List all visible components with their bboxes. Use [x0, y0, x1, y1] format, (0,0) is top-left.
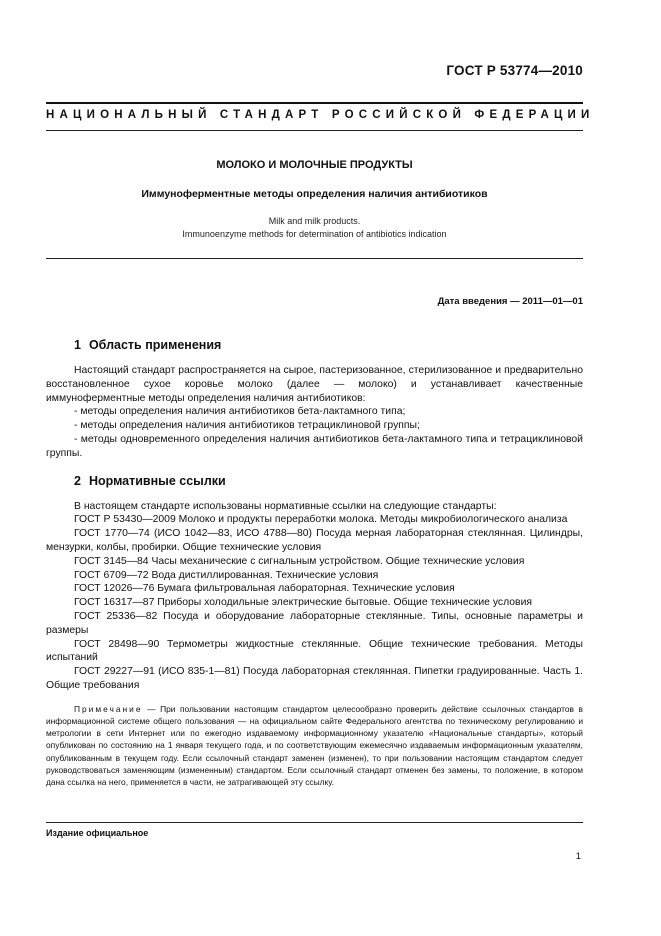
section-1-heading — [74, 337, 583, 353]
reference-note — [46, 703, 583, 788]
document-body — [46, 337, 583, 788]
english-title-line-1: Milk and milk products. — [268, 216, 361, 226]
top-rule — [46, 102, 583, 104]
english-title — [46, 215, 583, 241]
reference-item: ГОСТ 28498—90 Термометры жидкостные стеклянные. Общие технические требования. Методы испытаний — [46, 638, 583, 664]
title-rule — [46, 258, 583, 259]
reference-item: ГОСТ 1770—74 (ИСО 1042—83, ИСО 4788—80) Посуда мерная лабораторная стеклянная. Цилиндры, мензурки, колбы, пробирки. Общие технические условия — [46, 528, 583, 553]
section-1-list-item: - методы определения наличия антибиотиков бета-лактамного типа; — [74, 406, 406, 418]
footer-rule — [46, 822, 583, 823]
section-1-list-item: - методы определения наличия антибиотиков тетрациклиновой группы; — [74, 420, 420, 432]
note-text: — При пользовании настоящим стандартом целесообразно проверить действие ссылочных стандартов в информационной системе общего пользования — на официальном сайте Федерального агентства по техническому регулированию и метрологии в сети Интернет или по ежегодно издаваемому информационному указателю «Национальные стандарты», который опубликован по состоянию на 1 января текущего года, и по соответствующим ежемесячно издаваемым информационным указателям, опубликованным в текущем году. Если ссылочный стандарт заменен (изменен), то при пользовании настоящим стандартом следует руководствоваться заменяющим (измененным) стандартом. Если ссылочный стандарт отменен без замены, то положение, в котором дана ссылка на него, применяется в части, не затрагивающей эту ссылку. — [46, 703, 583, 787]
document-subtitle: Иммуноферментные методы определения наличия антибиотиков — [141, 188, 488, 200]
page-number: 1 — [575, 851, 581, 862]
reference-item: ГОСТ 12026—76 Бумага фильтровальная лабораторная. Технические условия — [74, 583, 455, 595]
section-2-intro: В настоящем стандарте использованы нормативные ссылки на следующие стандарты: — [74, 500, 497, 512]
section-1-title: Область применения — [88, 338, 222, 352]
reference-item: ГОСТ 29227—91 (ИСО 835-1—81) Посуда лабораторная стеклянная. Пипетки градуированные. Часть 1. Общие требования — [46, 666, 583, 691]
section-1-paragraph: Настоящий стандарт распространяется на сырое, пастеризованное, стерилизованное и предварительно восстановленное сухое коровье молоко (далее — молоко) и устанавливает качественные иммуноферментные методы определения наличия антибиотиков: — [46, 365, 583, 404]
section-gap — [46, 461, 583, 473]
reference-item: ГОСТ Р 53430—2009 Молоко и продукты переработки молока. Методы микробиологического анализа — [74, 514, 568, 526]
introduction-date: Дата введения — 2011—01—01 — [437, 296, 583, 307]
header-rule — [46, 130, 583, 131]
section-2-title: Нормативные ссылки — [88, 473, 226, 488]
section-2-number: 2 — [74, 473, 81, 488]
note-label: Примечание — [74, 703, 143, 714]
reference-item: ГОСТ 3145—84 Часы механические с сигнальным устройством. Общие технические условия — [74, 555, 525, 567]
document-code: ГОСТ Р 53774—2010 — [446, 63, 583, 78]
reference-item: ГОСТ 16317—87 Приборы холодильные электрические бытовые. Общие технические условия — [74, 597, 533, 609]
english-title-line-2: Immunoenzyme methods for determination of antibiotics indication — [182, 229, 447, 239]
reference-item: ГОСТ 6709—72 Вода дистиллированная. Технические условия — [74, 569, 379, 581]
section-1-number: 1 — [74, 338, 81, 352]
reference-item: ГОСТ 25336—82 Посуда и оборудование лабораторные стеклянные. Типы, основные параметры и размеры — [46, 610, 583, 636]
edition-label: Издание официальное — [46, 828, 149, 838]
national-standard-heading: НАЦИОНАЛЬНЫЙ СТАНДАРТ РОССИЙСКОЙ ФЕДЕРАЦИИ — [46, 109, 595, 121]
document-title: МОЛОКО И МОЛОЧНЫЕ ПРОДУКТЫ — [216, 159, 413, 171]
section-2-heading — [74, 473, 583, 489]
section-1-list-item: - методы одновременного определения наличия антибиотиков бета-лактамного типа и тетрациклиновой группы. — [46, 433, 583, 459]
